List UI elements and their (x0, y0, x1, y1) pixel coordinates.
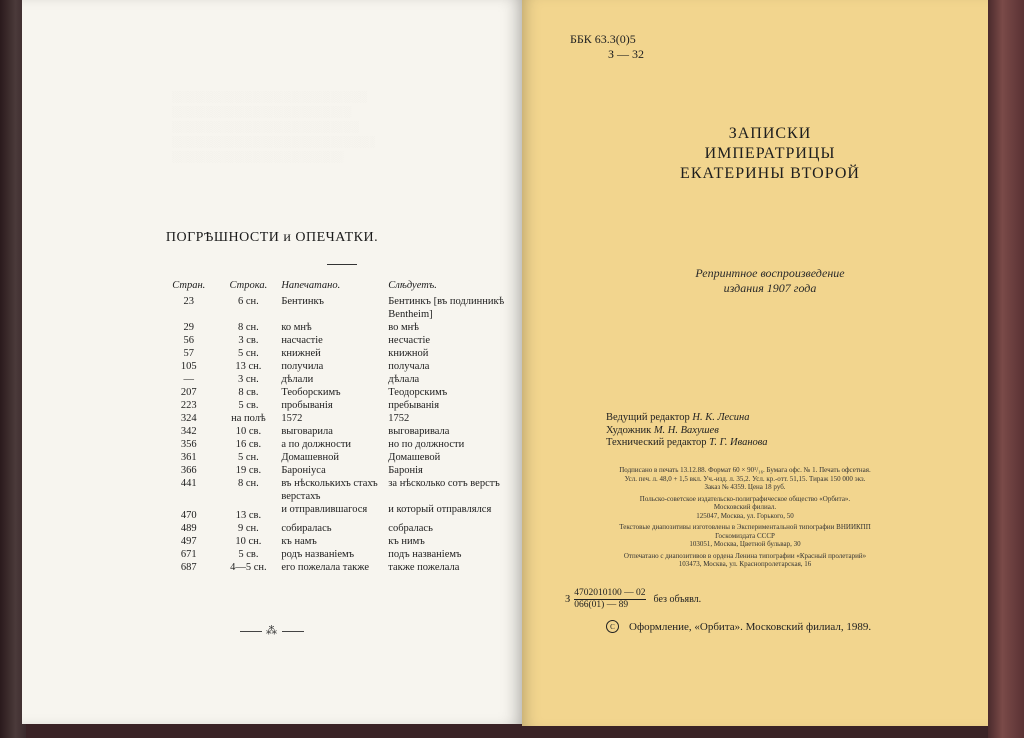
cell-read: книжной (388, 348, 429, 359)
table-row (162, 334, 522, 347)
cell-line: 3 св. (238, 335, 259, 346)
table-row (162, 477, 522, 503)
cell-read: Баронія (388, 465, 423, 476)
reprint-line: Репринтное воспроизведение (695, 266, 845, 280)
imprint-line: Отпечатано с диапозитивов в ордена Ленина типографии «Красный пролетарий» (623, 551, 867, 560)
cell-read: Бентинкъ [въ подлинникѣ Bentheim] (388, 296, 505, 320)
imprint-line: Подписано в печать 13.12.88. Формат 60 × 90¹/₁₆. Бумага офс. № 1. Печать офсетная. (619, 466, 871, 474)
cell-line: 8 сн. (238, 478, 259, 489)
table-row (162, 451, 522, 464)
book-binding-right (988, 0, 1024, 738)
cell-printed: въ нѣсколькихъ стахъ верстахъ (281, 478, 378, 502)
catalog-index-numerator: 4702010100 — 02 (574, 588, 646, 598)
cell-printed: Бароніуса (281, 465, 326, 476)
cell-page: 356 (180, 439, 197, 450)
cell-read: также пожелала (388, 562, 460, 573)
cell-read: подъ названіемъ (388, 549, 462, 560)
catalog-index-denominator: 066(01) — 89 (574, 600, 629, 610)
cell-page: 57 (183, 348, 194, 359)
cell-page: 687 (180, 562, 197, 573)
cell-printed: пробыванія (281, 400, 333, 411)
table-row (162, 412, 522, 425)
cell-page: 29 (183, 322, 194, 333)
cell-line: 16 св. (235, 439, 262, 450)
cell-read: выговаривала (388, 426, 450, 437)
cell-line: 19 св. (235, 465, 262, 476)
cell-printed: къ намъ (281, 536, 317, 547)
cell-read: пребыванія (388, 400, 440, 411)
cell-read: Домашевой (388, 452, 441, 463)
cell-printed: ко мнѣ (281, 322, 312, 333)
cell-page: 223 (180, 400, 197, 411)
cell-printed: Домашевной (281, 452, 339, 463)
copyright-line (606, 620, 871, 633)
editor-name: М. Н. Вахушев (653, 424, 719, 436)
cell-page: 366 (180, 465, 197, 476)
table-row (162, 295, 522, 321)
cell-printed: получила (281, 361, 324, 372)
cell-page: 470 (180, 510, 197, 521)
catalog-index-fraction (574, 588, 645, 611)
cell-printed: собиралась (281, 523, 332, 534)
col-header-printed: Напечатано. (281, 280, 341, 291)
cell-line: 13 сн. (235, 361, 262, 372)
cell-read: собралась (388, 523, 433, 534)
table-row (162, 438, 522, 451)
cell-printed: книжней (281, 348, 321, 359)
cell-read: во мнѣ (388, 322, 420, 333)
cell-line: 9 сн. (238, 523, 259, 534)
cell-page: — (183, 374, 194, 385)
ornament-divider: ⁂ (22, 624, 522, 637)
cell-printed: насчастіе (281, 335, 323, 346)
cell-line: 3 сн. (238, 374, 259, 385)
imprint-line: Госкомиздата СССР (715, 531, 775, 540)
left-page (22, 0, 522, 724)
cell-line: на полѣ (231, 413, 266, 424)
cell-printed: Теоборскимъ (281, 387, 341, 398)
cell-read: къ нимъ (388, 536, 425, 547)
col-header-page: Стран. (172, 280, 206, 291)
cell-printed: и отправлившагося (281, 504, 368, 515)
cell-read: получала (388, 361, 430, 372)
imprint-line: Усл. печ. л. 48,0 + 1,5 вкл. Уч.-изд. л. 35,2. Усл. кр.-отт. 51,15. Тираж 150 000 экз. (624, 474, 866, 483)
cell-read: дѣлала (388, 374, 420, 385)
col-header-read: Слѣдуетъ. (388, 280, 437, 291)
title-line: ИМПЕРАТРИЦЫ (704, 145, 836, 162)
imprint-line: 103051, Москва, Цветной бульвар, 30 (689, 540, 801, 548)
editor-role: Ведущий редактор (606, 412, 690, 423)
imprint-group-print (565, 466, 925, 492)
imprint-line: Заказ № 4359. Цена 18 руб. (704, 483, 786, 491)
cell-page: 105 (180, 361, 197, 372)
table-row (162, 535, 522, 548)
cell-page: 671 (180, 549, 197, 560)
table-row (162, 503, 522, 522)
title-divider (327, 264, 357, 265)
cell-line: 13 св. (235, 510, 262, 521)
editor-role: Художник (606, 424, 652, 436)
title-line: ЕКАТЕРИНЫ ВТОРОЙ (680, 165, 860, 182)
cell-line: 4—5 сн. (230, 562, 267, 573)
cell-printed: 1572 (281, 413, 303, 424)
reprint-line: издания 1907 года (723, 281, 817, 295)
cell-printed: его пожелала также (281, 562, 370, 573)
imprint-group-typesetting (565, 523, 925, 549)
table-row (162, 399, 522, 412)
cell-page: 497 (180, 536, 197, 547)
cell-page: 56 (183, 335, 194, 346)
bbk-code-main: ББК 63.3(0)5 (570, 32, 636, 46)
errata-header-row (162, 280, 522, 295)
right-page (522, 0, 992, 726)
imprint-line: 103473, Москва, ул. Краснопролетарская, 16 (678, 560, 812, 568)
imprint-block (565, 466, 925, 572)
table-row (162, 321, 522, 334)
cell-page: 361 (180, 452, 197, 463)
cell-line: 6 сн. (238, 296, 259, 307)
errata-table (162, 280, 522, 574)
cell-line: 5 сн. (238, 452, 259, 463)
bbk-code-sub: З — 32 (608, 47, 645, 61)
catalog-index-suffix: без объявл. (653, 594, 702, 605)
cell-page: 342 (180, 426, 197, 437)
cell-line: 5 св. (238, 400, 259, 411)
imprint-line: Московский филиал. (713, 503, 777, 511)
table-row (162, 386, 522, 399)
bbk-code (570, 32, 644, 62)
book-title (620, 124, 920, 184)
catalog-index-prefix: З (565, 594, 571, 605)
cell-read: несчастіе (388, 335, 431, 346)
table-row (162, 373, 522, 386)
cell-read: за нѣсколько сотъ верстъ (388, 478, 500, 489)
table-row (162, 425, 522, 438)
cell-line: 8 сн. (238, 322, 259, 333)
cell-page: 441 (180, 478, 197, 489)
cell-read: Теодорскимъ (388, 387, 448, 398)
imprint-group-publisher (565, 495, 925, 521)
copyright-icon: C (606, 620, 619, 633)
table-row (162, 548, 522, 561)
table-row (162, 347, 522, 360)
table-row (162, 561, 522, 574)
editor-credit (606, 412, 906, 425)
imprint-group-printing (565, 552, 925, 569)
cell-line: 5 сн. (238, 348, 259, 359)
imprint-line: Польско-советское издательско-полиграфическое общество «Орбита». (639, 494, 851, 503)
cell-printed: выговарила (281, 426, 333, 437)
cell-read: но по должности (388, 439, 465, 450)
copyright-text: Оформление, «Орбита». Московский филиал, 1989. (629, 620, 872, 633)
table-row (162, 464, 522, 477)
editor-name: Н. К. Лесина (692, 412, 750, 423)
imprint-line: Текстовые диапозитивы изготовлены в Экспериментальной типографии ВНИИКПП (619, 523, 871, 531)
cell-read: и который отправлялся (388, 504, 492, 515)
editor-credit (606, 437, 906, 450)
editor-name: Т. Г. Иванова (709, 437, 768, 448)
cell-page: 207 (180, 387, 197, 398)
cell-page: 23 (183, 296, 194, 307)
cell-printed: а по должности (281, 439, 352, 450)
errata-title: ПОГРѢШНОСТИ и ОПЕЧАТКИ. (165, 230, 379, 245)
cell-page: 324 (180, 413, 197, 424)
table-row (162, 360, 522, 373)
cell-line: 10 сн. (235, 536, 262, 547)
imprint-line: 125047, Москва, ул. Горького, 50 (696, 511, 794, 520)
cell-line: 8 св. (238, 387, 259, 398)
cell-printed: Бентинкъ (281, 296, 324, 307)
title-line: ЗАПИСКИ (728, 125, 812, 142)
table-row (162, 522, 522, 535)
catalog-index (565, 588, 701, 611)
editors-list (606, 412, 906, 450)
cell-page: 489 (180, 523, 197, 534)
bleed-through-text: ░░░░░░░░░░░░░░░░░░░░░░░░░ ░░░░░░░░░░░░░░░░░░░░░░░ ░░░░░░░░░░░░░░░░░░░░░░░░ ░░░░░░░░░░░░░░░░░░░░░░░░░░ ░░░░░░░░░░░░░░░░░░░░░░ (172, 91, 375, 163)
cell-printed: дѣлали (281, 374, 314, 385)
editor-credit (606, 425, 906, 438)
cell-line: 5 св. (238, 549, 259, 560)
cell-read: 1752 (388, 413, 410, 424)
editor-role: Технический редактор (606, 437, 707, 448)
col-header-line: Строка. (229, 280, 268, 291)
cell-printed: родъ названіемъ (281, 549, 355, 560)
reprint-note (620, 266, 920, 296)
cell-line: 10 св. (235, 426, 262, 437)
